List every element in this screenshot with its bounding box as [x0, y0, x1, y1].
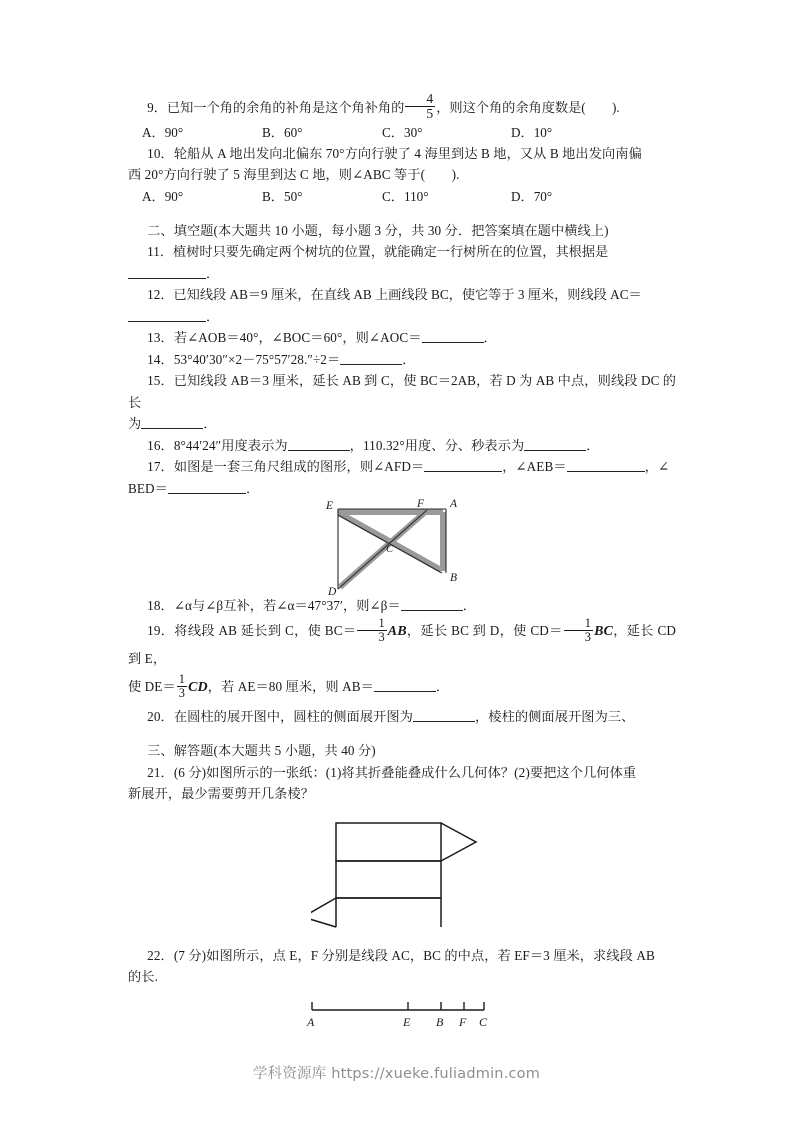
question-10-options: [128, 186, 676, 207]
question-22-text2: 的长.: [128, 969, 158, 985]
question-17-blank-1[interactable]: [424, 459, 502, 473]
question-18: [128, 595, 676, 617]
question-21-text2: 新展开，最少需要剪开几条棱？: [128, 786, 315, 802]
question-20-text2: ，棱柱的侧面展开图为三、: [475, 708, 635, 724]
question-16-blank-2[interactable]: [524, 437, 586, 451]
question-19-var-1: AB: [387, 623, 407, 639]
question-9-fraction: [405, 92, 435, 122]
question-16-number: 16．: [147, 437, 174, 453]
question-17-blank-3[interactable]: [168, 480, 246, 494]
question-13-text: 若∠AOB＝40°，∠BOC＝60°，则∠AOC＝: [173, 330, 422, 346]
question-19-fraction-2: [564, 617, 593, 644]
question-11: [128, 241, 676, 263]
figure-17-label-e: E: [326, 500, 334, 513]
question-18-text: ∠α与∠β互补，若∠α＝47°37′，则∠β＝: [173, 598, 401, 614]
figure-22-label-a: A: [307, 1014, 315, 1029]
question-12-tail: ．: [206, 308, 220, 324]
question-11-blank[interactable]: [128, 265, 206, 279]
section-three-heading: [128, 740, 676, 762]
question-11-answer-line: [128, 263, 676, 285]
figure-22-label-b: B: [436, 1014, 444, 1029]
question-22-line1: [128, 945, 676, 967]
question-14-text: 53°40′30″×2－75°57′28.″÷2＝: [173, 351, 341, 367]
question-19-number: 19．: [147, 622, 175, 638]
question-16-text: 8°44′24″用度表示为: [173, 437, 288, 453]
question-14: [128, 349, 676, 371]
figure-17-label-a: A: [450, 499, 458, 511]
question-19-line1: [128, 617, 676, 672]
question-10-number: 10．: [147, 145, 174, 161]
question-15-tail: ．: [203, 416, 217, 432]
question-22-text1: (7 分)如图所示，点 E，F 分别是线段 AC，BC 的中点，若 EF＝3 厘米，求线段 AB: [173, 947, 655, 963]
question-19-blank[interactable]: [374, 678, 436, 692]
question-17-tail: ．: [245, 480, 260, 496]
question-16-tail: ．: [586, 437, 600, 453]
question-20: [128, 706, 676, 728]
fraction-numerator: 1: [178, 671, 186, 686]
question-16: [128, 435, 676, 457]
question-17-blank-2[interactable]: [567, 459, 645, 473]
question-19-var-2: BC: [594, 623, 613, 639]
question-21-line1: [128, 762, 676, 784]
question-14-tail: ．: [402, 351, 416, 367]
option-10-c[interactable]: C．110°: [382, 188, 429, 204]
question-17-answer-line: [128, 478, 676, 500]
question-19-seg4: 使 DE＝: [128, 678, 176, 694]
question-19-fraction-3: [177, 673, 187, 700]
fraction-denominator: 3: [178, 685, 186, 700]
footer-text: 学科资源库 https://xueke.fuliadmin.com: [252, 1066, 541, 1082]
fraction-numerator: 1: [584, 615, 592, 630]
question-17-number: 17．: [147, 459, 174, 475]
question-20-number: 20．: [147, 708, 174, 724]
question-10-line1: [128, 143, 676, 165]
question-10-text2: 西 20°方向行驶了 5 海里到达 C 地，则∠ABC 等于( ).: [128, 167, 460, 183]
question-17-text: 如图是一套三角尺组成的图形，则∠AFD＝: [173, 459, 425, 475]
question-18-blank[interactable]: [401, 598, 463, 612]
question-13-tail: ．: [483, 330, 497, 346]
question-19-seg3: ，延长 CD 到 E，: [128, 622, 676, 666]
question-16-blank-1[interactable]: [288, 437, 350, 451]
question-12-text: 已知线段 AB＝9 厘米，在直线 AB 上画线段 BC，使它等于 3 厘米，则线段 AC＝: [173, 287, 642, 303]
question-19-seg1: 将线段 AB 延长到 C，使 BC＝: [174, 622, 357, 638]
question-9-text-before: 已知一个角的余角的补角是这个角补角的: [166, 99, 405, 115]
question-13-number: 13．: [147, 330, 174, 346]
question-15-text: 已知线段 AB＝3 厘米，延长 AB 到 C，使 BC＝2AB，若 D 为 AB 中点，则线段 DC 的长: [128, 373, 676, 410]
question-19-fraction-1: [357, 617, 386, 644]
option-10-d[interactable]: D．70°: [511, 188, 553, 204]
question-12: [128, 284, 676, 306]
question-15: [128, 370, 676, 413]
figure-22-label-c: C: [479, 1014, 488, 1029]
question-21-number: 21．: [147, 764, 174, 780]
question-12-answer-line: [128, 306, 676, 328]
figure-22-label-f: F: [459, 1014, 467, 1029]
section-two-heading-text: 二、填空题(本大题共 10 小题，每小题 3 分，共 30 分．把答案填在题中横线上): [147, 222, 609, 238]
question-18-tail: ．: [462, 598, 477, 614]
option-9-a[interactable]: A．90°: [142, 124, 184, 140]
question-11-text: 植树时只要先确定两个树坑的位置，就能确定一行树所在的位置，其根据是: [173, 244, 609, 260]
question-18-number: 18．: [147, 598, 174, 614]
question-17-text3: ，∠: [644, 459, 670, 475]
question-19-line2: [128, 672, 676, 702]
question-19-seg2: ，延长 BC 到 D，使 CD＝: [406, 622, 563, 638]
section-three-heading-text: 三、解答题(本大题共 5 小题，共 40 分): [147, 743, 376, 759]
fraction-denominator: 3: [564, 630, 593, 644]
option-10-b[interactable]: B．50°: [262, 188, 303, 204]
question-22-figure: [128, 996, 676, 1042]
option-9-b[interactable]: B．60°: [262, 124, 303, 140]
figure-17-label-d: D: [328, 586, 337, 596]
fraction-denominator: 5: [405, 106, 435, 121]
question-20-blank[interactable]: [413, 708, 475, 722]
question-11-tail: ．: [206, 265, 220, 281]
question-10-line2: [128, 164, 676, 186]
question-15-answer-line: [128, 413, 676, 435]
question-21-line2: [128, 783, 676, 805]
question-12-blank[interactable]: [128, 308, 206, 322]
question-9-number: 9．: [147, 99, 167, 115]
question-15-number: 15．: [147, 373, 174, 389]
question-15-text2: 为: [128, 416, 142, 432]
question-13-blank[interactable]: [422, 330, 484, 344]
fraction-numerator: 1: [378, 615, 385, 630]
section-two-heading: [128, 220, 676, 242]
fraction-numerator: 4: [426, 91, 434, 106]
question-22-line2: [128, 966, 676, 988]
question-21-text1: (6 分)如图所示的一张纸：(1)将其折叠能叠成什么几何体？(2)要把这个几何体重: [173, 764, 637, 780]
figure-17-label-b: B: [450, 572, 458, 585]
question-15-blank[interactable]: [141, 416, 203, 430]
question-13: [128, 327, 676, 349]
footer-watermark: [0, 1062, 793, 1083]
option-10-a[interactable]: A．90°: [142, 188, 184, 204]
question-9: [128, 92, 676, 122]
question-14-blank[interactable]: [340, 351, 402, 365]
question-9-options: [128, 122, 676, 143]
figure-17-label-f: F: [417, 499, 425, 511]
question-17-text4: BED＝: [128, 480, 168, 496]
question-10-text1: 轮船从 A 地出发向北偏东 70°方向行驶了 4 海里到达 B 地，又从 B 地出发向南偏: [173, 145, 642, 161]
question-14-number: 14．: [147, 351, 174, 367]
question-17-figure: [128, 499, 676, 595]
figure-17-label-c: C: [386, 544, 394, 556]
option-9-c[interactable]: C．30°: [382, 124, 423, 140]
question-20-text: 在圆柱的展开图中，圆柱的侧面展开图为: [173, 708, 413, 724]
question-11-number: 11．: [147, 244, 174, 260]
figure-22-label-e: E: [403, 1014, 411, 1029]
question-21-figure: [128, 815, 676, 945]
question-17-text2: ，∠AEB＝: [502, 459, 567, 475]
page-content: [128, 92, 676, 1042]
fraction-denominator: 3: [357, 630, 386, 644]
question-16-text2: ，110.32°用度、分、秒表示为: [349, 437, 525, 453]
question-19-tail: ．: [435, 678, 450, 694]
question-9-text-after: ，则这个角的余角度数是( ).: [436, 99, 620, 115]
question-19-seg5: ，若 AE＝80 厘米，则 AB＝: [207, 678, 374, 694]
question-19-var-3: CD: [188, 679, 208, 695]
question-12-number: 12．: [147, 287, 174, 303]
question-17: [128, 456, 676, 478]
option-9-d[interactable]: D．10°: [511, 124, 553, 140]
question-22-number: 22．: [147, 947, 174, 963]
